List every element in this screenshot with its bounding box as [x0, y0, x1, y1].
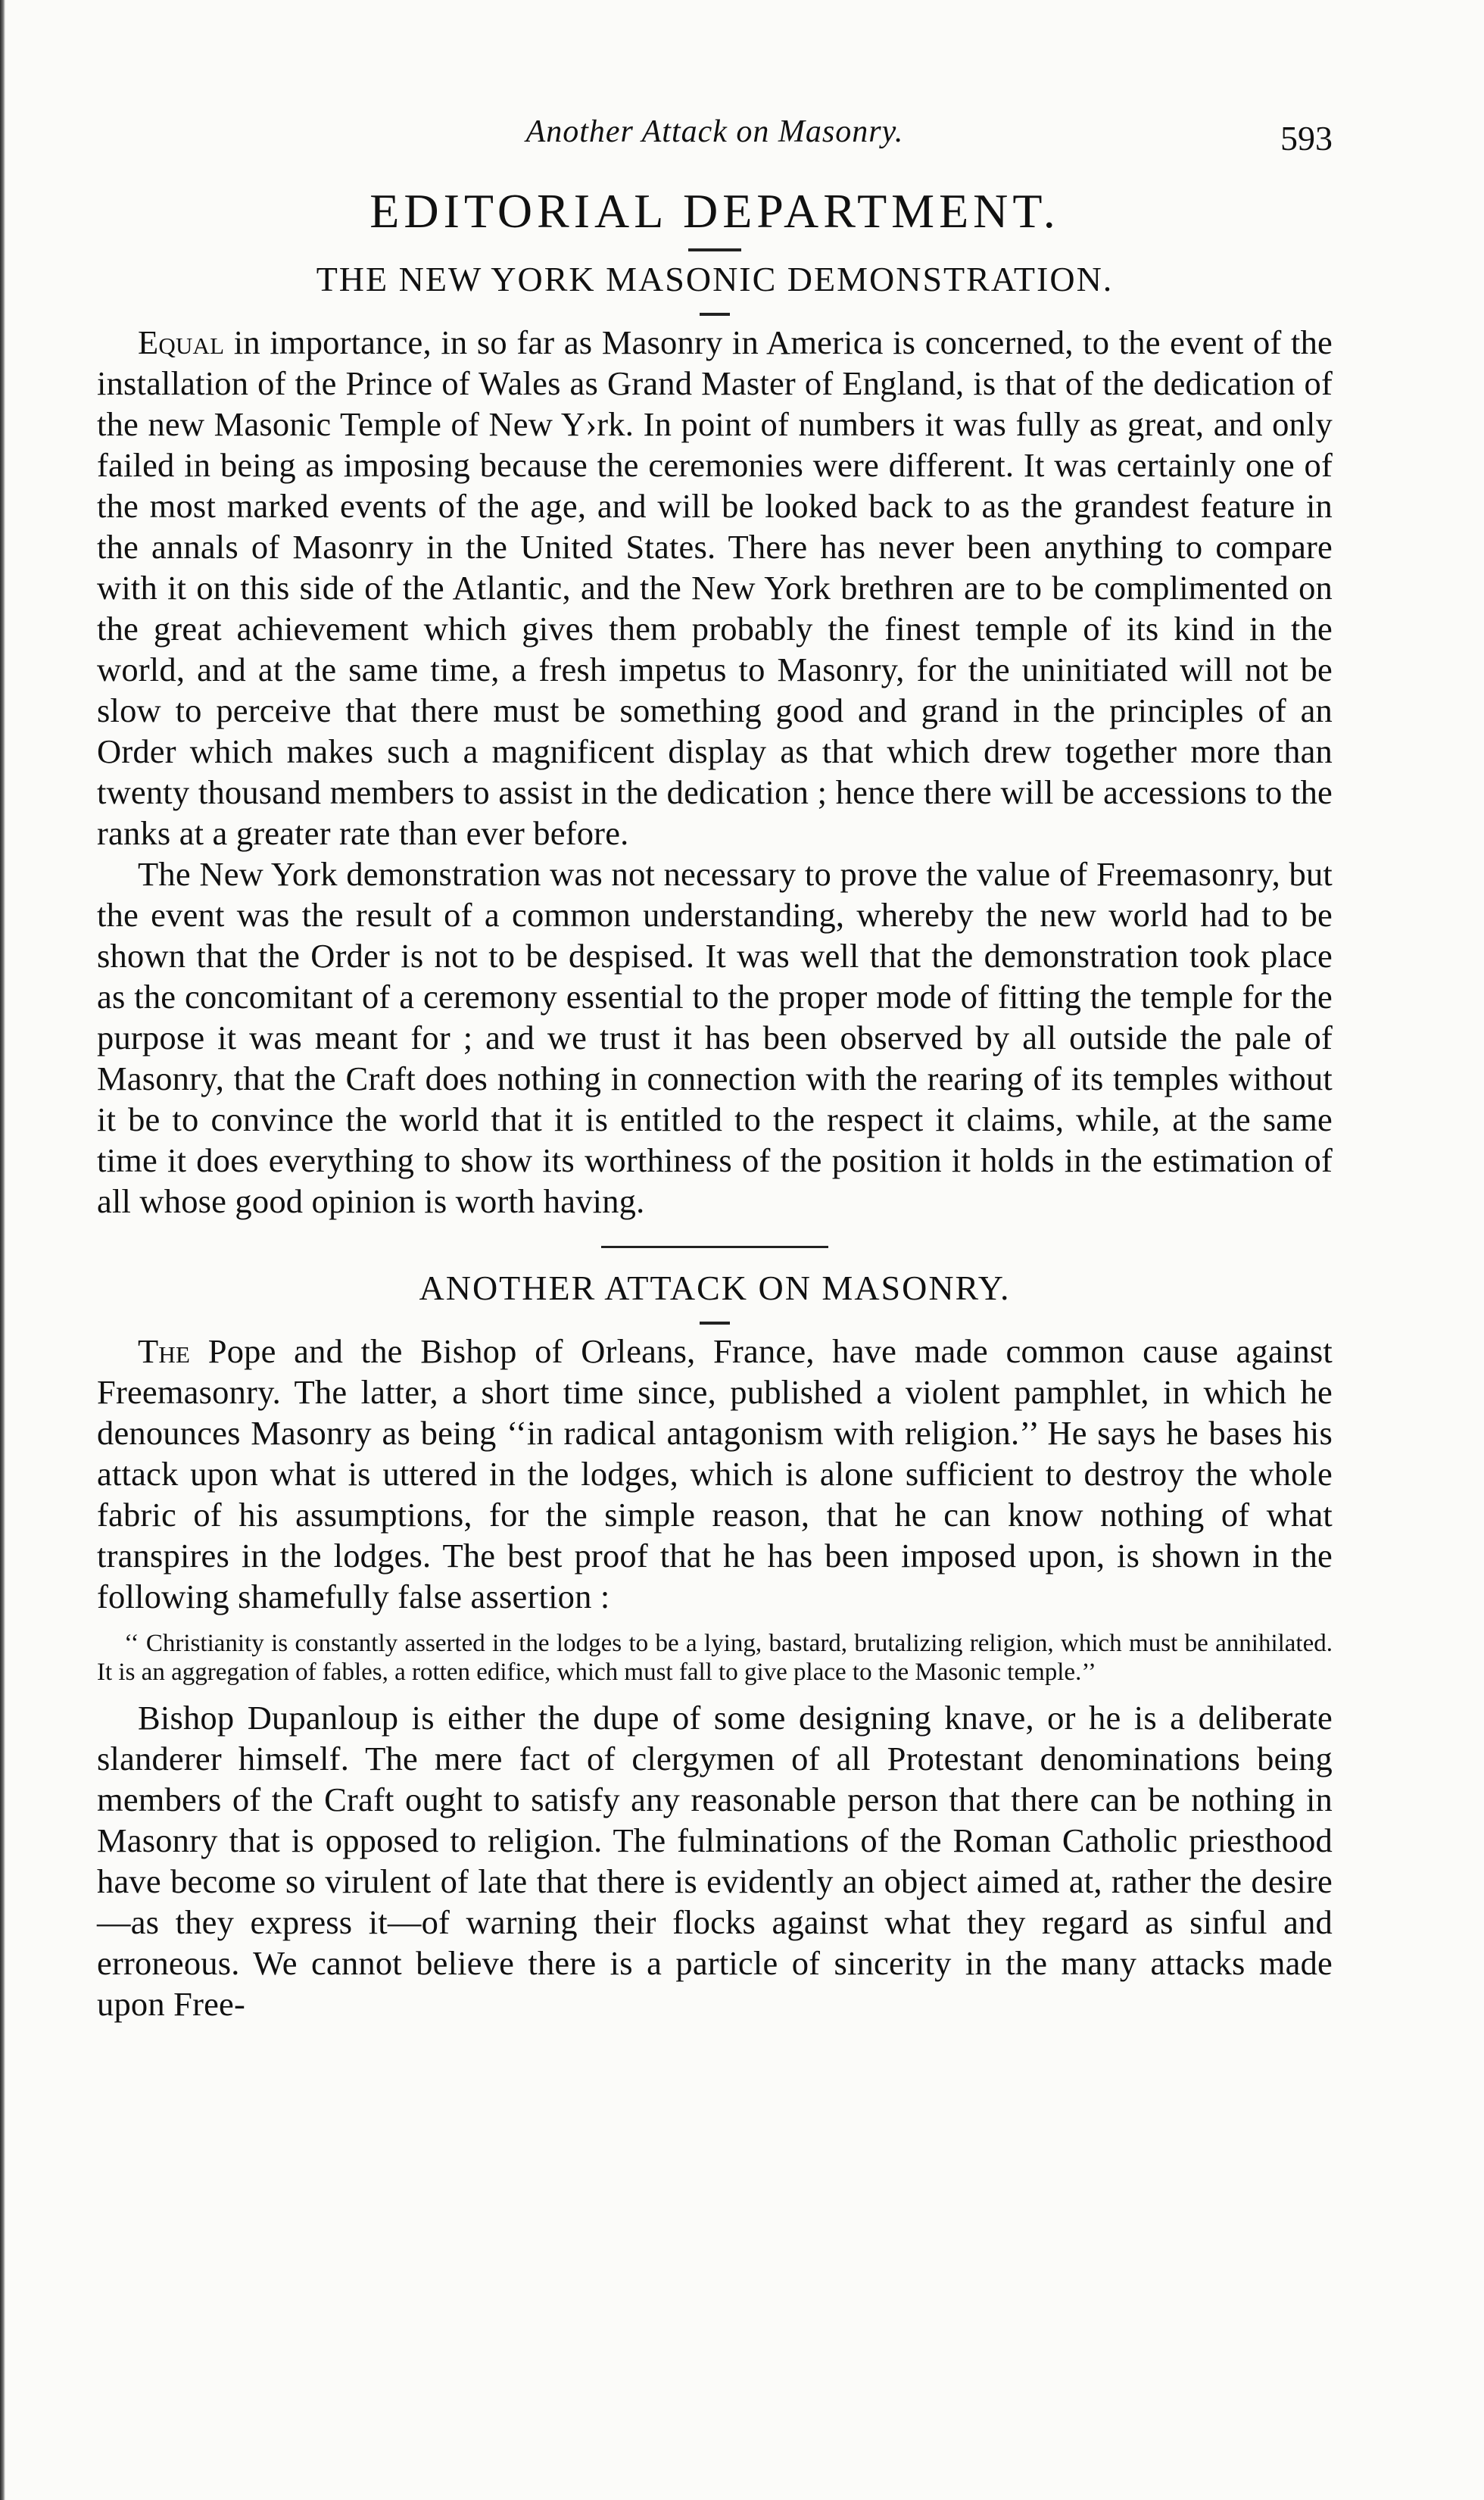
article-title-attack: ANOTHER ATTACK ON MASONRY. [419, 1269, 1011, 1307]
section-divider [601, 1246, 828, 1248]
article2-paragraph-1-text: Pope and the Bishop of Orleans, France, have made common cause against Freemasonry. The latter, a short time since, published a violent pamphlet, in which he denounces Masonry as being ‘‘in radical antagonism with religion.’’ He says he bases his attack upon what is uttered in the lodges, which is alone sufficient to destroy the whole fabric of his assumptions, for the simple reason, that he can know nothing of what transpires in the lodges. The best proof that he has been imposed upon, is shown in the following shamefully false assertion : [97, 1332, 1333, 1615]
article1-paragraph-1 [97, 322, 1333, 854]
running-head [97, 114, 1333, 167]
article1-paragraph-1-text: in importance, in so far as Masonry in America is concerned, to the event of the installation of the Prince of Wales as Grand Master of England, is that of the dedication of the new Masonic Temple of New Y›rk. In point of numbers it was fully as great, and only failed in being as imposing because the ceremonies were different. It was certainly one of the most marked events of the age, and will be looked back to as the grandest feature in the annals of Masonry in the United States. There has never been anything to compare with it on this side of the Atlantic, and the New York brethren are to be complimented on the great achievement which gives them probably the finest temple of its kind in the world, and at the same time, a fresh impetus to Masonry, for the uninitiated will not be slow to perceive that there must be something good and grand in the principles of an Order which makes such a magnificent display as that which drew together more than twenty thousand members to assist in the dedication ; hence there will be accessions to the ranks at a greater rate than ever before. [97, 323, 1333, 852]
article-title-divider [700, 1322, 730, 1325]
block-quotation: ‘‘ Christianity is constantly asserted in the lodges to be a lying, bastard, brutalizing religion, which must be annihilated. It is an aggregation of fables, a rotten edifice, which must fall to give place to the Masonic temple.’’ [97, 1630, 1333, 1686]
article-title-demonstration: THE NEW YORK MASONIC DEMONSTRATION. [316, 260, 1114, 298]
book-page [97, 114, 1333, 2024]
article-title-divider [700, 313, 730, 316]
page-number: 593 [1280, 119, 1333, 158]
article1-lead-word: Equal [138, 323, 225, 361]
article2-paragraph-2: Bishop Dupanloup is either the dupe of some designing knave, or he is a deliberate slanderer himself. The mere fact of clergymen of all Protestant denominations being members of the Craft ought to satisfy any reasonable person that there can be nothing in Masonry that is opposed to religion. The fulminations of the Roman Catholic priesthood have become so virulent of late that there is evidently an object aimed at, rather the desire—as they express it—of warning their flocks against what they regard as sinful and erroneous. We cannot believe there is a particle of sincerity in the many attacks made upon Free- [97, 1699, 1333, 2023]
page-binding-edge [0, 0, 5, 2500]
article1-paragraph-2: The New York demonstration was not necessary to prove the value of Freemasonry, but the event was the result of a common understanding, whereby the new world had to be shown that the Order is not to be despised. It was well that the demonstration took place as the concomitant of a ceremony essential to the proper mode of fitting the temple for the purpose it was meant for ; and we trust it has been observed by all outside the pale of Masonry, that the Craft does nothing in connection with the rearing of its temples without it be to convince the world that it is entitled to the respect it claims, while, at the same time it does everything to show its worthiness of the position it holds in the estimation of all whose good opinion is worth having. [97, 855, 1333, 1220]
title-divider [688, 248, 741, 251]
running-head-title: Another Attack on Masonry. [525, 114, 904, 149]
article2-lead-word: The [138, 1332, 191, 1370]
department-title: EDITORIAL DEPARTMENT. [369, 184, 1060, 238]
article2-paragraph-1 [97, 1331, 1333, 1617]
